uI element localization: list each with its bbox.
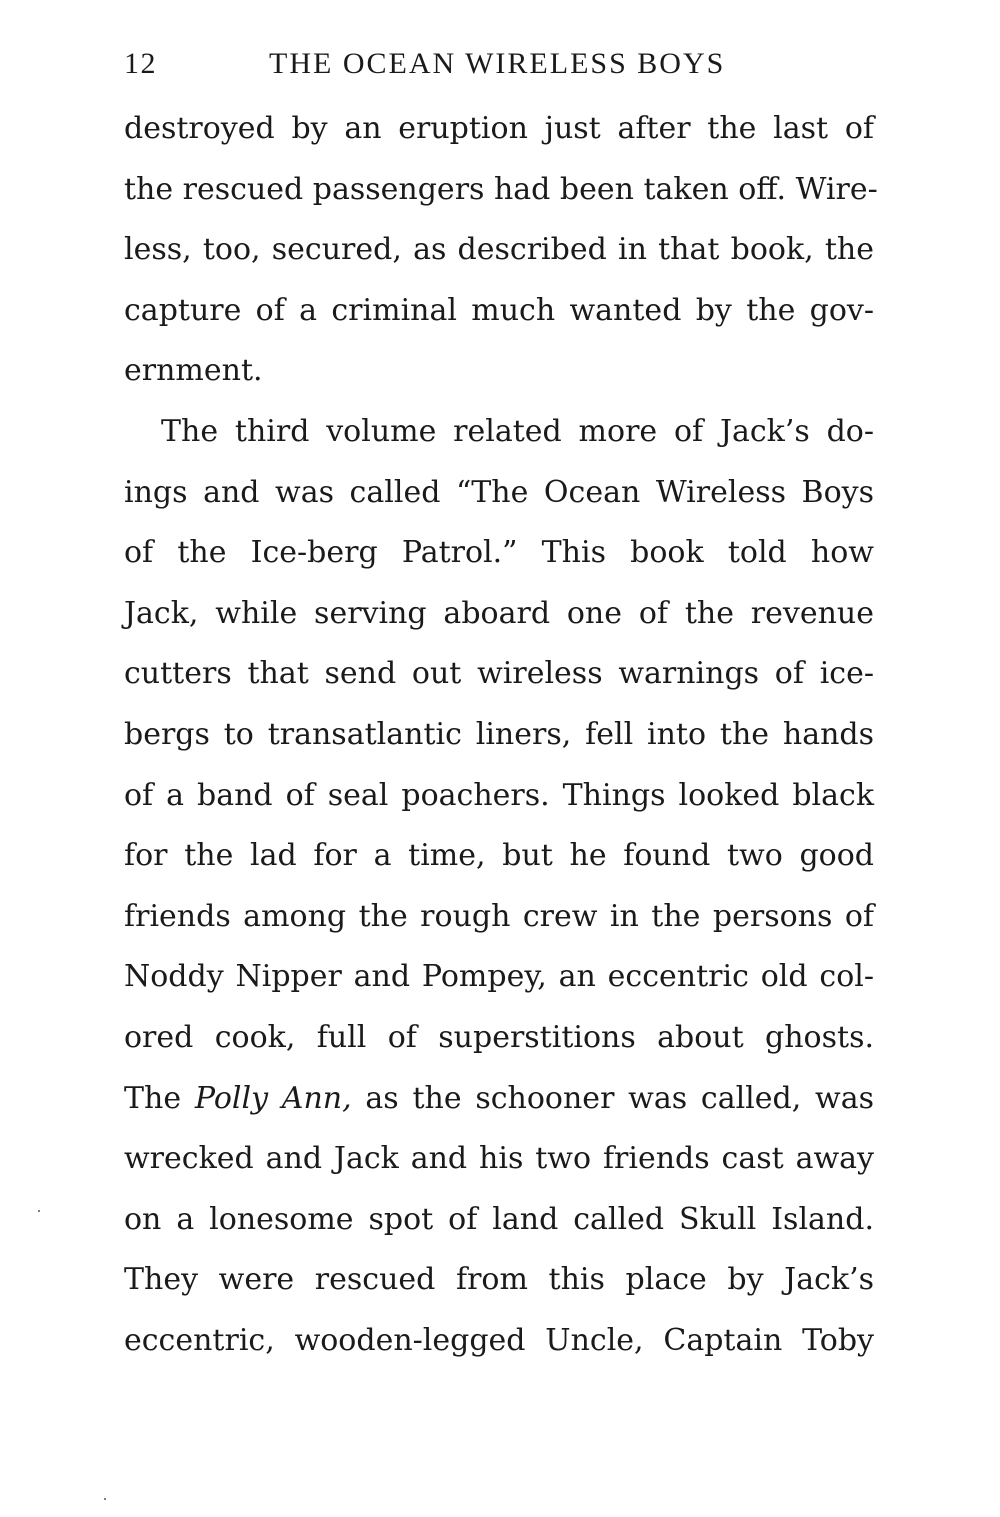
body-text [124,99,878,1371]
running-title: THE OCEAN WIRELESS BOYS [269,47,726,80]
text-line: bergs to transatlantic liners, fell into the hands [124,716,874,752]
page-number: 12 [124,47,157,80]
text-line: less, too, secured, as described in that book, the [124,232,874,268]
text-line: of the Ice-berg Patrol.” This book told how [124,535,874,571]
text-line: ored cook, full of superstitions about ghosts. [124,1019,874,1055]
text-line: They were rescued from this place by Jack’s [124,1262,874,1298]
ship-name-italic: Polly Ann, [194,1080,352,1116]
text-line: the rescued passengers had been taken off. Wire- [124,171,878,207]
text-line: wrecked and Jack and his two friends cast away [124,1141,874,1177]
text-line: on a lonesome spot of land called Skull Island. [124,1201,874,1237]
text-line: destroyed by an eruption just after the last of [124,111,874,146]
text-line: ings and was called “The Ocean Wireless Boys [124,474,874,510]
scan-speck [104,1498,106,1500]
scan-speck [38,1210,40,1212]
text-line-with-italic [124,1069,874,1130]
text-line: Noddy Nipper and Pompey, an eccentric old col- [124,959,874,995]
text-line: cutters that send out wireless warnings of ice- [124,656,874,692]
text-line: ernment. [124,353,263,389]
text-line: for the lad for a time, but he found two good [124,838,874,874]
text-line: The third volume related more of Jack’s do- [161,413,874,449]
text-line: Jack, while serving aboard one of the revenue [124,595,874,631]
text-line: eccentric, wooden-legged Uncle, Captain Toby [124,1322,874,1358]
text-line: of a band of seal poachers. Things looked black [124,777,874,813]
running-head [124,44,874,84]
text-line: capture of a criminal much wanted by the gov- [124,292,874,328]
text-run: as the schooner was called, was [351,1080,874,1116]
text-run: The [124,1080,195,1116]
text-line: friends among the rough crew in the persons of [124,898,874,934]
